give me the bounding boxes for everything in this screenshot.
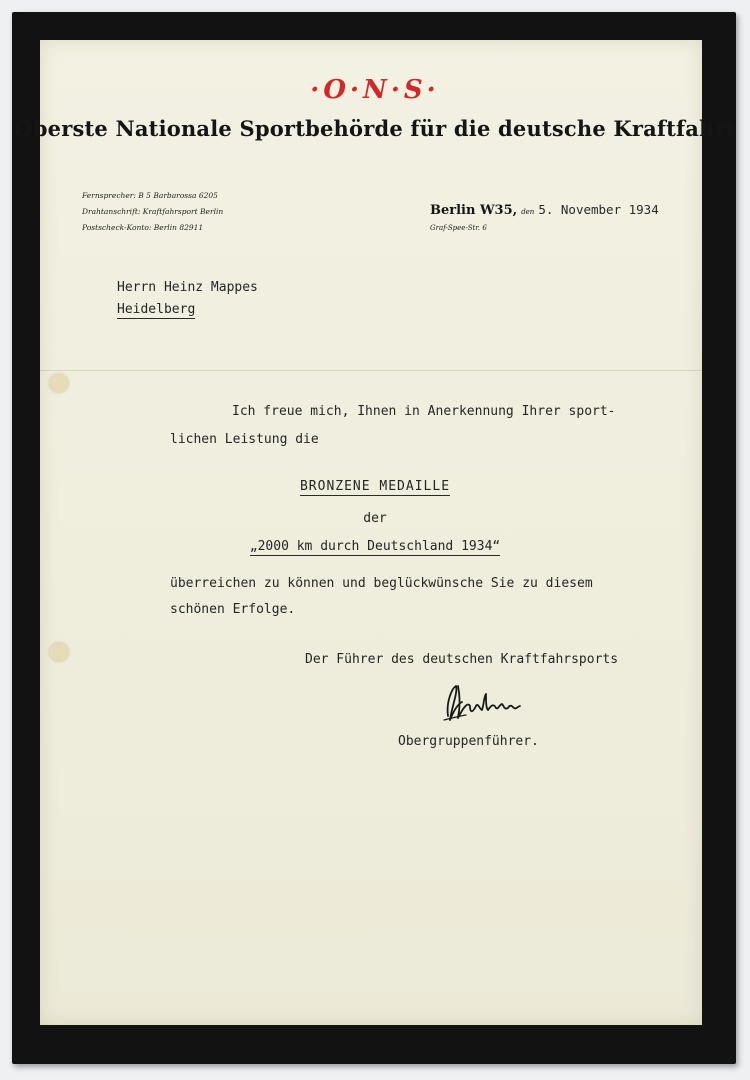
punch-hole-bottom (50, 643, 68, 661)
award-name: BRONZENE MEDAILLE (299, 479, 451, 494)
contact-postal-account: Postscheck-Konto: Berlin 82911 (82, 223, 204, 232)
place: Berlin W35, (430, 203, 518, 218)
letterhead-contacts (82, 188, 223, 236)
street-address: Graf-Spee-Str. 6 (430, 224, 487, 232)
closing-title: Der Führer des deutschen Kraftfahrsports (305, 652, 619, 667)
recipient-name: Herrn Heinz Mappes (117, 280, 258, 295)
paper-fold-line (40, 370, 702, 371)
contact-phone: Fernsprecher: B 5 Barbarossa 6205 (82, 191, 218, 200)
ons-logo: ·O·N·S· (310, 75, 440, 105)
recipient-city: Heidelberg (117, 302, 196, 317)
letter-date: 5. November 1934 (538, 202, 659, 217)
signature-mark (440, 680, 530, 730)
punch-hole-top (50, 374, 68, 392)
der-word: der (363, 511, 387, 526)
den-label: den (521, 208, 535, 216)
organization-name: Oberste Nationale Sportbehörde für die deutsche Kraftfahrt (14, 116, 736, 141)
body-line-2: lichen Leistung die (170, 432, 319, 447)
body-line-1: Ich freue mich, Ihnen in Anerkennung Ihrer sport- (232, 404, 616, 419)
event-name: „2000 km durch Deutschland 1934“ (249, 539, 501, 554)
contact-telegram: Drahtanschrift: Kraftfahrsport Berlin (82, 207, 224, 216)
body-line-4: schönen Erfolge. (170, 602, 296, 617)
closing-rank: Obergruppenführer. (398, 734, 539, 749)
place-and-date (430, 202, 659, 218)
body-line-3: überreichen zu können und beglückwünsche Sie zu diesem (170, 576, 593, 591)
